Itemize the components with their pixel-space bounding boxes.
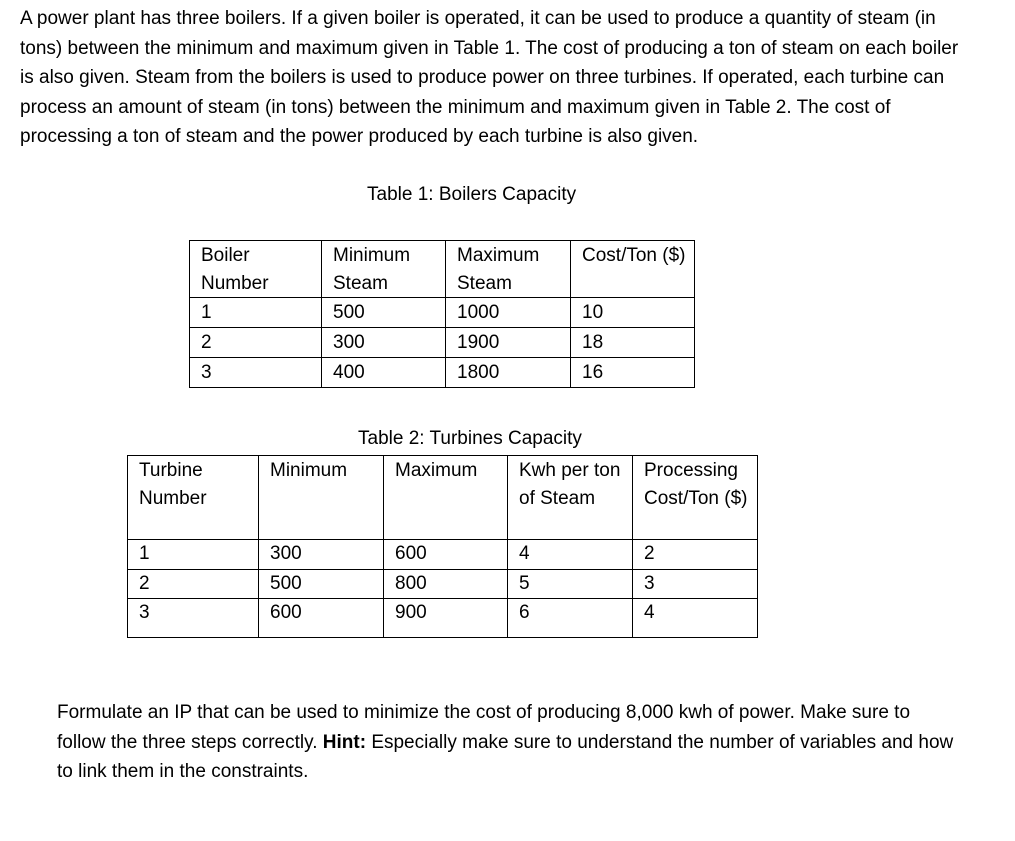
table-cell: 4 <box>633 599 758 638</box>
table-cell: 800 <box>384 569 508 599</box>
table-row <box>128 569 758 599</box>
table-cell: 1 <box>128 540 259 570</box>
table-cell: 500 <box>322 298 446 328</box>
table-cell: 600 <box>259 599 384 638</box>
hint-label: Hint: <box>322 731 367 753</box>
table-header-row <box>128 456 758 540</box>
table-cell: 300 <box>322 328 446 358</box>
header-cost-per-ton: Cost/Ton ($) <box>571 241 695 298</box>
table-cell: 2 <box>128 569 259 599</box>
table-cell: 300 <box>259 540 384 570</box>
table-row <box>190 358 695 388</box>
table-cell: 3 <box>128 599 259 638</box>
problem-intro: A power plant has three boilers. If a given boiler is operated, it can be used to produce a quantity of steam (in tons) between the minimum and maximum given in Table 1. The cost of producing a ton of steam on each boiler is also given. Steam from the boilers is used to produce power on three turbines. If operated, each turbine can process an amount of steam (in tons) between the minimum and maximum given in Table 2. The cost of processing a ton of steam and the power produced by each turbine is also given. <box>20 8 959 148</box>
header-minimum: Minimum <box>259 456 384 540</box>
header-maximum-steam: Maximum Steam <box>446 241 571 298</box>
table-cell: 4 <box>508 540 633 570</box>
table-cell: 1800 <box>446 358 571 388</box>
table-cell: 2 <box>190 328 322 358</box>
table-row <box>190 328 695 358</box>
table-header-row <box>190 241 695 298</box>
header-maximum: Maximum <box>384 456 508 540</box>
problem-instructions <box>57 698 957 787</box>
table-cell: 3 <box>633 569 758 599</box>
header-boiler-number: Boiler Number <box>190 241 322 298</box>
turbines-capacity-table <box>127 455 758 638</box>
table-cell: 500 <box>259 569 384 599</box>
header-turbine-number: Turbine Number <box>128 456 259 540</box>
table-cell: 6 <box>508 599 633 638</box>
header-processing-cost: Processing Cost/Ton ($) <box>633 456 758 540</box>
boilers-capacity-table <box>189 240 695 388</box>
table-cell: 400 <box>322 358 446 388</box>
table-row <box>128 599 758 638</box>
table-cell: 3 <box>190 358 322 388</box>
hint-text: Especially make sure to understand the number of variables and how to link them in the constraints. <box>57 731 954 783</box>
header-minimum-steam: Minimum Steam <box>322 241 446 298</box>
header-kwh-per-ton: Kwh per ton of Steam <box>508 456 633 540</box>
table-row <box>190 298 695 328</box>
table-cell: 16 <box>571 358 695 388</box>
table-row <box>128 540 758 570</box>
table-cell: 1900 <box>446 328 571 358</box>
table-cell: 10 <box>571 298 695 328</box>
table-cell: 5 <box>508 569 633 599</box>
table-cell: 18 <box>571 328 695 358</box>
table-cell: 900 <box>384 599 508 638</box>
instructions-text: Formulate an IP that can be used to minimize the cost of producing 8,000 kwh of power. Make sure to follow the three steps correctly. <box>57 702 911 753</box>
table2-caption: Table 2: Turbines Capacity <box>358 428 582 449</box>
table-cell: 1 <box>190 298 322 328</box>
table-cell: 1000 <box>446 298 571 328</box>
table-cell: 600 <box>384 540 508 570</box>
table1-caption: Table 1: Boilers Capacity <box>367 184 577 205</box>
table-cell: 2 <box>633 540 758 570</box>
